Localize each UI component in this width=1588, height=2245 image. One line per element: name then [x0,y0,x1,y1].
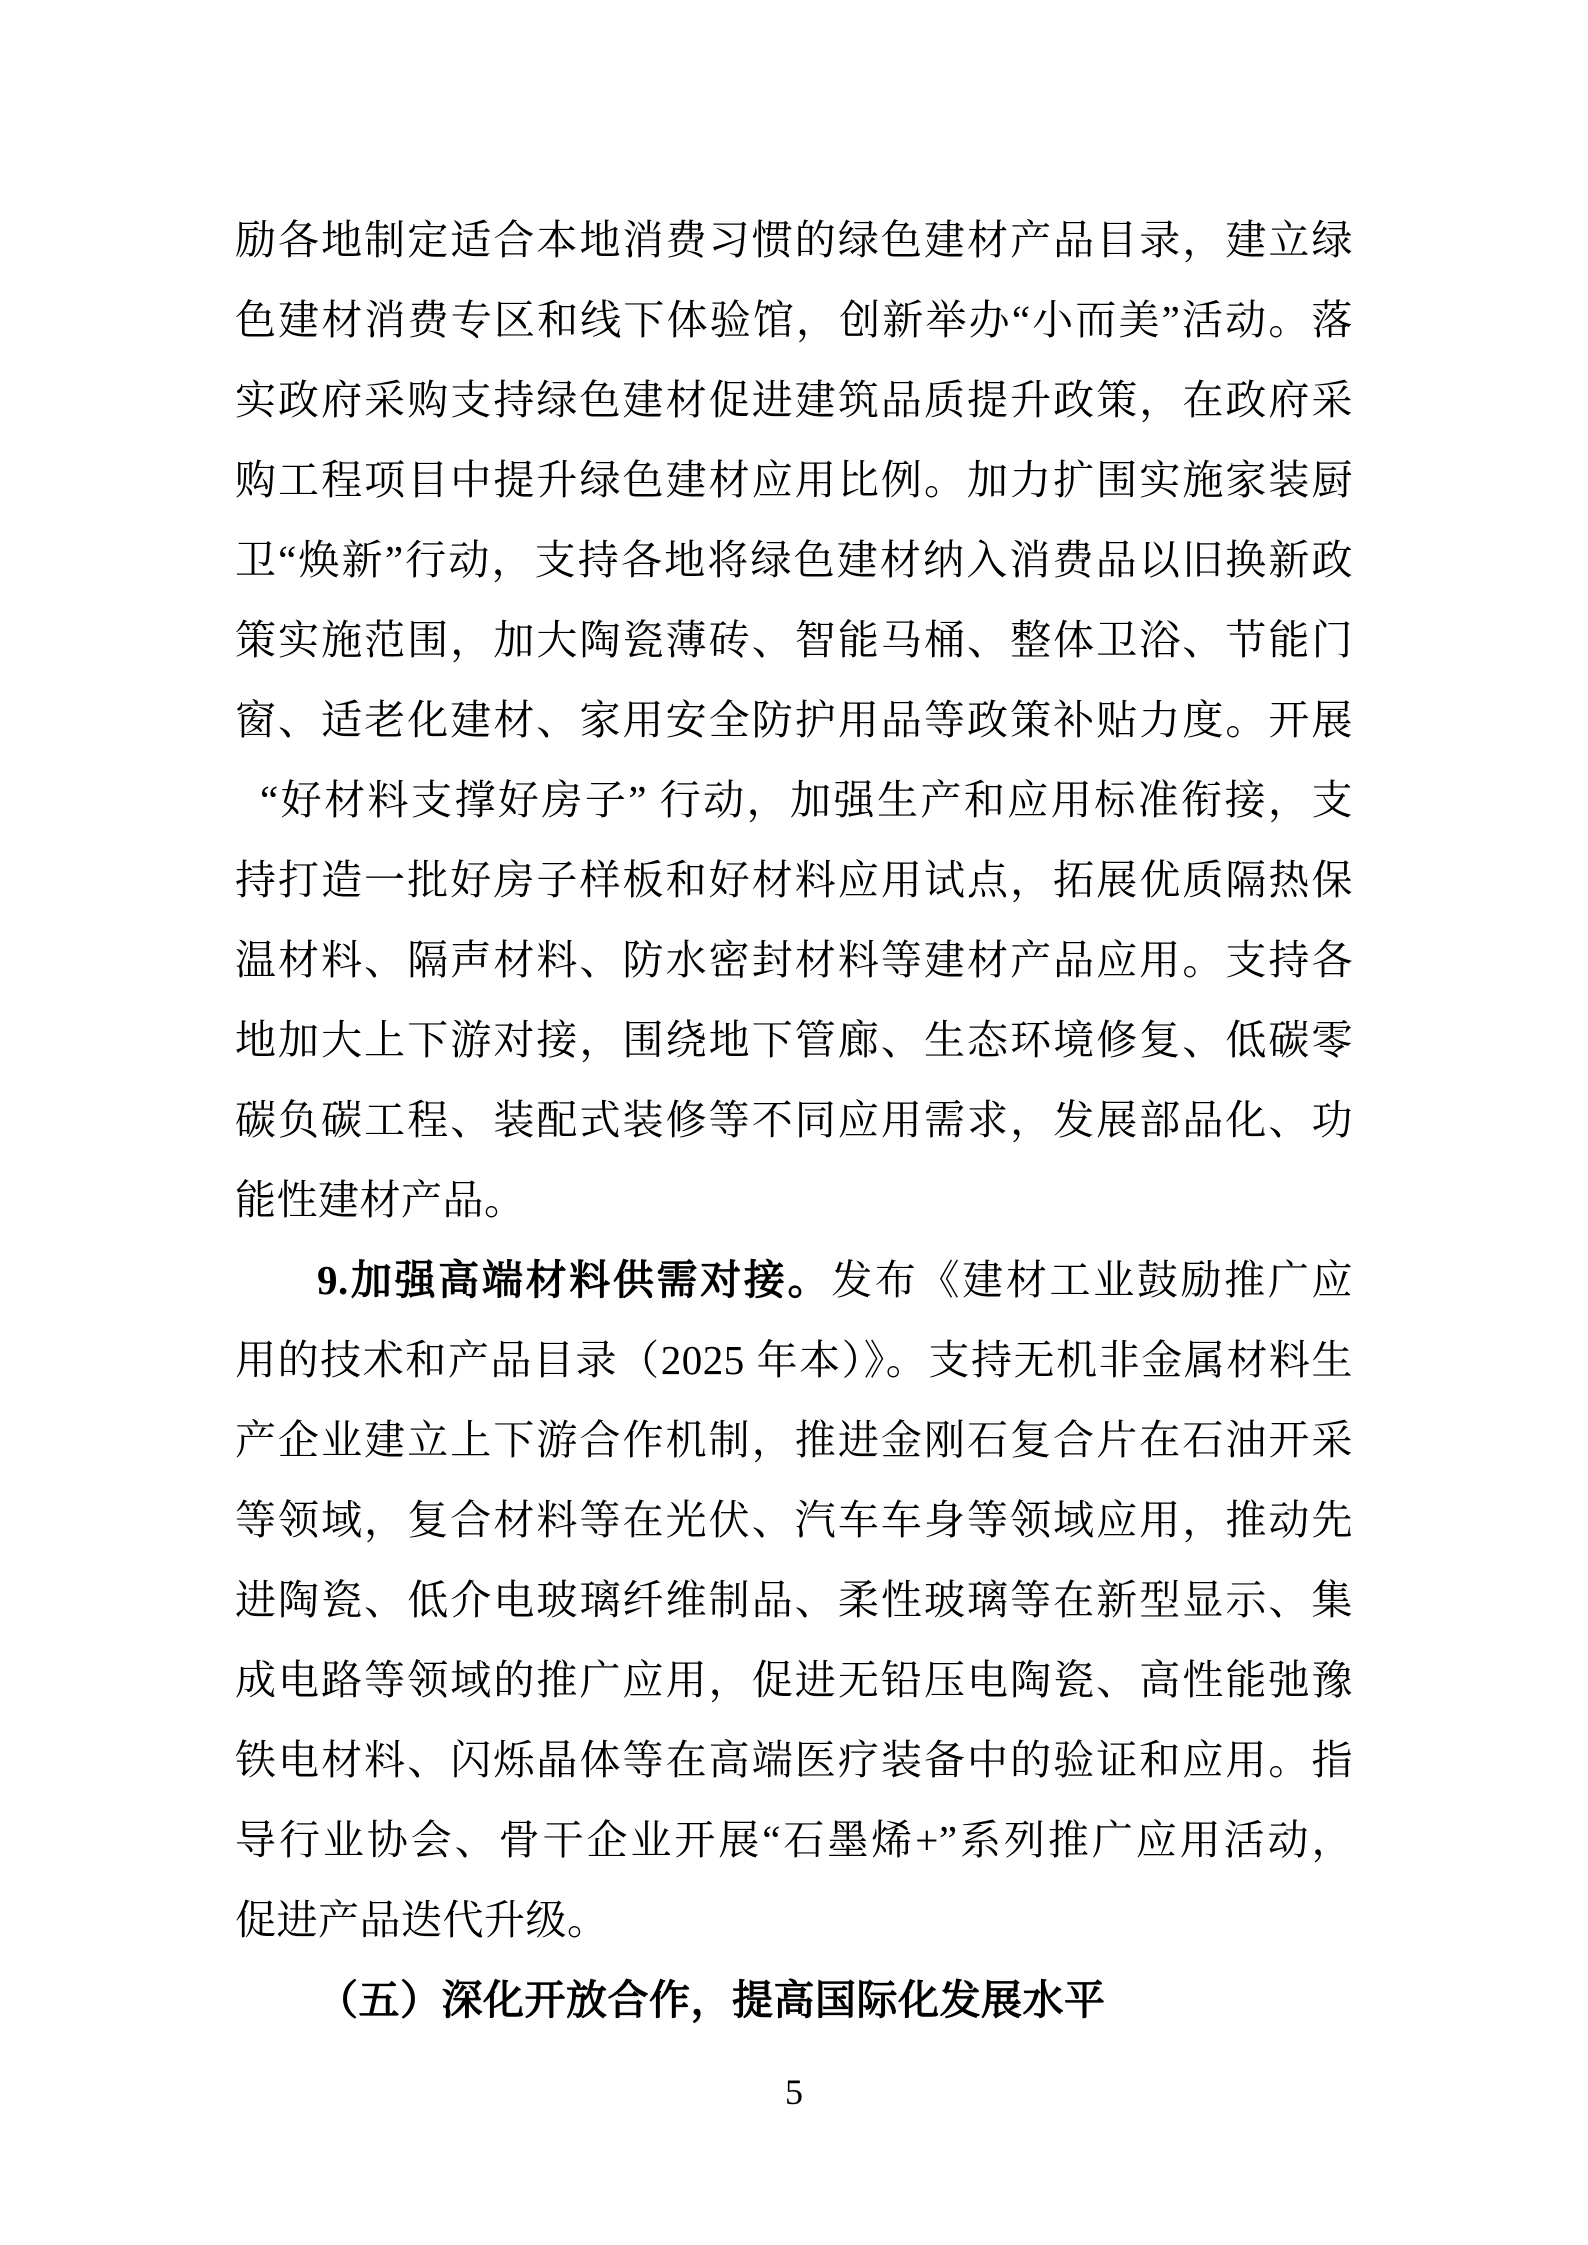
text-line [235,600,1353,680]
text-line [235,360,1353,440]
text-run: 励各地制定适合本地消费习惯的绿色建材产品目录，建立绿 [235,217,1353,263]
text-run: 导行业协会、骨干企业开展“石墨烯+”系列推广应用活动， [235,1817,1353,1863]
text-line [235,1400,1353,1480]
page-number: 5 [785,2072,803,2112]
text-line [235,1560,1353,1640]
bold-text-run: 9.加强高端材料供需对接。 [317,1257,832,1303]
text-run: 窗、适老化建材、家用安全防护用品等政策补贴力度。开展 [235,697,1353,743]
text-line [235,1720,1353,1800]
text-run: 促进产品迭代升级。 [235,1897,609,1943]
text-line [235,1480,1353,1560]
text-run: 用的技术和产品目录（2025 年本）》。支持无机非金属材料生 [235,1337,1353,1383]
text-run: 地加大上下游对接，围绕地下管廊、生态环境修复、低碳零 [235,1017,1353,1063]
text-line [235,760,1353,840]
text-run: 购工程项目中提升绿色建材应用比例。加力扩围实施家装厨 [235,457,1353,503]
text-line [235,440,1353,520]
text-line [235,1320,1353,1400]
text-line [235,1800,1353,1880]
text-run: 铁电材料、闪烁晶体等在高端医疗装备中的验证和应用。指 [235,1737,1353,1783]
text-run: （五）深化开放合作，提高国际化发展水平 [317,1977,1106,2023]
text-run: 持打造一批好房子样板和好材料应用试点，拓展优质隔热保 [235,857,1353,903]
text-line [235,280,1353,360]
text-line [235,840,1353,920]
text-line [235,920,1353,1000]
text-line [235,1000,1353,1080]
text-line [235,200,1353,280]
text-run: 成电路等领域的推广应用，促进无铅压电陶瓷、高性能弛豫 [235,1657,1353,1703]
text-run: 卫“焕新”行动，支持各地将绿色建材纳入消费品以旧换新政 [235,537,1353,583]
text-run: “好材料支撑好房子” 行动，加强生产和应用标准衔接，支 [260,777,1353,823]
text-line [235,680,1353,760]
section-heading [235,1960,1353,2040]
text-run: 实政府采购支持绿色建材促进建筑品质提升政策，在政府采 [235,377,1353,423]
text-run: 等领域，复合材料等在光伏、汽车车身等领域应用，推动先 [235,1497,1353,1543]
text-run: 碳负碳工程、装配式装修等不同应用需求，发展部品化、功 [235,1097,1353,1143]
text-line [235,520,1353,600]
text-line [235,1080,1353,1160]
text-run: 产企业建立上下游合作机制，推进金刚石复合片在石油开采 [235,1417,1353,1463]
text-block [235,200,1353,2040]
text-run: 能性建材产品。 [235,1177,526,1223]
text-line [235,1880,1353,1960]
text-run: 发布《建材工业鼓励推广应 [831,1257,1354,1303]
text-run: 色建材消费专区和线下体验馆，创新举办“小而美”活动。落 [235,297,1353,343]
text-line [235,1160,1353,1240]
text-run: 策实施范围，加大陶瓷薄砖、智能马桶、整体卫浴、节能门 [235,617,1353,663]
text-line [235,1640,1353,1720]
text-line [235,1240,1353,1320]
text-run: 进陶瓷、低介电玻璃纤维制品、柔性玻璃等在新型显示、集 [235,1577,1353,1623]
text-run: 温材料、隔声材料、防水密封材料等建材产品应用。支持各 [235,937,1353,983]
